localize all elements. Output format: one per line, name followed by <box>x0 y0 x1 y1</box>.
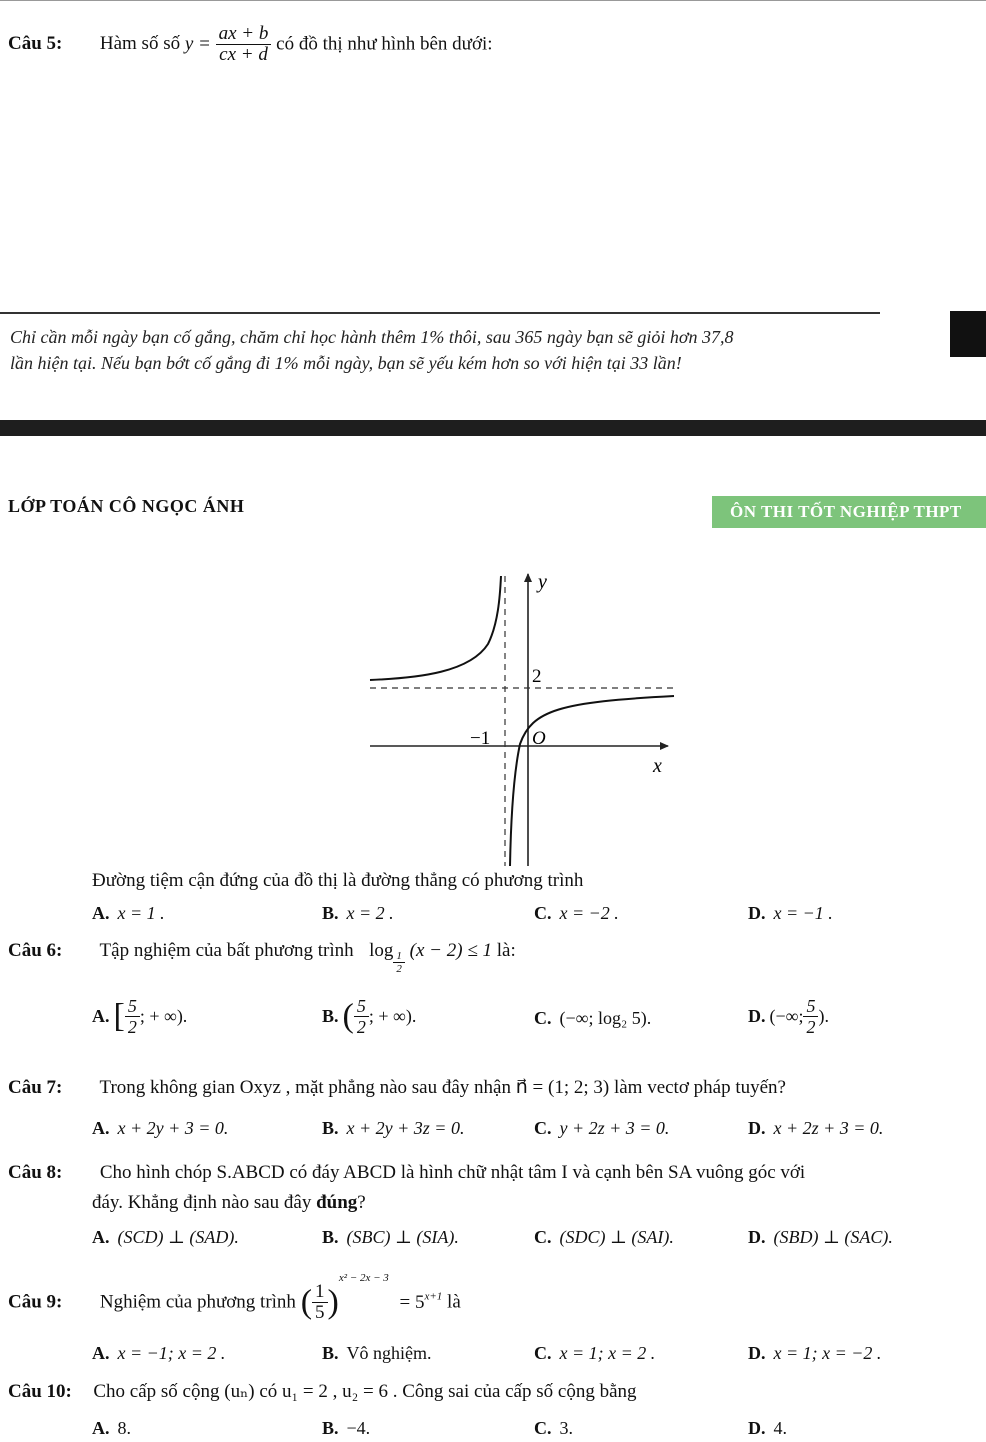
option-text: x + 2z + 3 = 0. <box>773 1118 884 1138</box>
q6-option-b[interactable] <box>322 996 416 1037</box>
option-letter: C. <box>534 1418 552 1438</box>
option-text: x + 2y + 3 = 0. <box>117 1118 229 1138</box>
num: 5 <box>125 996 140 1017</box>
q8-text: Cho hình chóp S.ABCD có đáy ABCD là hình chữ nhật tâm I và cạnh bên SA vuông góc với <box>99 1162 806 1183</box>
h-asymptote-value: 2 <box>532 666 542 687</box>
q6-suffix: là: <box>496 940 516 961</box>
option-text: (−∞; log₂ 5). <box>559 1008 652 1028</box>
q5-denominator: cx + d <box>219 44 268 65</box>
option-text: 8. <box>117 1418 131 1438</box>
header-right: ÔN THI TỐT NGHIỆP THPT <box>712 496 986 528</box>
den: 2 <box>127 1017 137 1037</box>
q10-option-a[interactable] <box>92 1418 131 1439</box>
q9-line <box>8 1272 461 1323</box>
option-letter: C. <box>534 1227 552 1247</box>
option-letter: B. <box>322 1006 339 1026</box>
x-axis-label: x <box>653 755 662 777</box>
q9-option-a[interactable] <box>92 1343 225 1364</box>
option-rest: ). <box>818 1006 829 1026</box>
q9-base <box>312 1282 328 1323</box>
q8-line-2 <box>92 1192 366 1214</box>
q10-option-d[interactable] <box>748 1418 787 1439</box>
q7-option-d[interactable] <box>748 1118 883 1139</box>
q9-option-d[interactable] <box>748 1343 881 1364</box>
option-letter: C. <box>534 1343 552 1363</box>
q7-option-a[interactable] <box>92 1118 228 1139</box>
q5-option-a[interactable] <box>92 903 165 924</box>
q7-label: Câu 7: <box>8 1077 63 1098</box>
option-letter: C. <box>534 1008 552 1028</box>
num: 5 <box>354 996 369 1017</box>
option-text: x = −2 . <box>559 903 619 923</box>
q10-option-b[interactable] <box>322 1418 370 1439</box>
option-text: x + 2y + 3z = 0. <box>346 1118 465 1138</box>
option-text: Vô nghiệm. <box>346 1343 432 1363</box>
option-text: (SDC) ⊥ (SAI). <box>559 1227 674 1247</box>
option-letter: D. <box>748 903 766 923</box>
q5-lhs: y = <box>184 33 211 55</box>
quote-rule <box>0 312 880 314</box>
option-rest: ; + ∞). <box>139 1006 188 1026</box>
den: 2 <box>806 1017 816 1037</box>
q5-option-c[interactable] <box>534 903 619 924</box>
option-text: x = −1; x = 2 . <box>117 1343 226 1363</box>
option-letter: D. <box>748 1118 766 1138</box>
base-den: 2 <box>396 963 402 975</box>
frac <box>125 996 140 1037</box>
q6-option-d[interactable] <box>748 996 829 1037</box>
curve-right-branch <box>510 696 674 866</box>
q8-option-b[interactable] <box>322 1227 459 1248</box>
q10-label: Câu 10: <box>8 1381 72 1402</box>
q8-option-a[interactable] <box>92 1227 239 1248</box>
q5-numerator: ax + b <box>216 24 272 45</box>
curve-left-branch <box>370 576 501 680</box>
q9-exponent: x² − 2x − 3 <box>338 1272 389 1284</box>
q5-suffix: có đồ thị như hình bên dưới: <box>276 33 493 55</box>
option-text: 3. <box>559 1418 573 1438</box>
q6-log: log <box>369 940 394 961</box>
q8-option-c[interactable] <box>534 1227 674 1248</box>
page-separator-band <box>0 420 986 436</box>
option-text: x = 2 . <box>346 903 394 923</box>
header-left: LỚP TOÁN CÔ NGỌC ÁNH <box>8 496 245 516</box>
q9-option-c[interactable] <box>534 1343 655 1364</box>
option-text: 4. <box>773 1418 787 1438</box>
q9-option-b[interactable] <box>322 1343 432 1364</box>
q6-log-base <box>393 950 405 975</box>
option-letter: D. <box>748 1006 766 1026</box>
q6-arg: (x − 2) ≤ 1 <box>409 940 493 961</box>
option-letter: B. <box>322 1418 339 1438</box>
q8-text-2: đáy. Khẳng định nào sau đây <box>92 1192 312 1213</box>
v-asymptote-value: −1 <box>470 728 491 749</box>
q10-line <box>8 1380 637 1403</box>
option-letter: A. <box>92 1343 110 1363</box>
q5-line <box>8 24 493 65</box>
option-letter: A. <box>92 1118 110 1138</box>
q9-rhs-exponent: x+1 <box>424 1290 443 1303</box>
q9-rhs: = 5 <box>399 1291 425 1313</box>
option-letter: A. <box>92 903 110 923</box>
quote-line-2: lần hiện tại. Nếu bạn bớt cố gắng đi 1% mỗi ngày, bạn sẽ yếu kém hơn so với hiện tại 33 lần! <box>10 353 682 373</box>
q7-option-b[interactable] <box>322 1118 464 1139</box>
option-text: (SBC) ⊥ (SIA). <box>346 1227 459 1247</box>
page-edge-marker <box>950 311 986 357</box>
q5b-text: Đường tiệm cận đứng của đồ thị là đường thẳng có phương trình <box>92 870 584 891</box>
q5-fraction <box>216 24 272 65</box>
option-letter: C. <box>534 1118 552 1138</box>
q5-option-b[interactable] <box>322 903 394 924</box>
origin-label: O <box>532 728 546 749</box>
bracket: ( <box>342 997 354 1035</box>
top-border <box>0 0 986 1</box>
q10-option-c[interactable] <box>534 1418 573 1439</box>
q6-text: Tập nghiệm của bất phương trình <box>99 940 354 961</box>
den: 5 <box>315 1302 325 1324</box>
q9-label: Câu 9: <box>8 1291 63 1313</box>
frac <box>354 996 369 1037</box>
q9-text: Nghiệm của phương trình <box>99 1291 296 1313</box>
q8-line-1 <box>8 1162 805 1184</box>
option-text: (SBD) ⊥ (SAC). <box>773 1227 893 1247</box>
option-letter: A. <box>92 1227 110 1247</box>
option-rest: ; + ∞). <box>368 1006 417 1026</box>
option-letter: A. <box>92 1418 110 1438</box>
option-letter: D. <box>748 1227 766 1247</box>
option-text: y + 2z + 3 = 0. <box>559 1118 670 1138</box>
function-graph <box>360 562 700 867</box>
q6-label: Câu 6: <box>8 940 63 961</box>
q9-suffix: là <box>447 1291 461 1313</box>
option-letter: B. <box>322 1118 339 1138</box>
option-text: x = 1; x = 2 . <box>559 1343 656 1363</box>
den: 2 <box>356 1017 366 1037</box>
option-letter: D. <box>748 1418 766 1438</box>
q6-line <box>8 940 516 975</box>
q8-emphasis: đúng <box>316 1192 358 1213</box>
paren-open: ( <box>300 1283 313 1321</box>
q6-option-c[interactable] <box>534 1008 651 1029</box>
q8-qmark: ? <box>357 1192 366 1213</box>
option-text: x = 1 . <box>117 903 165 923</box>
option-letter: C. <box>534 903 552 923</box>
option-rest: (−∞; <box>769 1006 804 1026</box>
q7-option-c[interactable] <box>534 1118 669 1139</box>
option-text: x = −1 . <box>773 903 833 923</box>
option-letter: D. <box>748 1343 766 1363</box>
option-text: −4. <box>346 1418 371 1438</box>
option-letter: A. <box>92 1006 110 1026</box>
option-letter: B. <box>322 1227 339 1247</box>
q8-option-d[interactable] <box>748 1227 893 1248</box>
option-text: x = 1; x = −2 . <box>773 1343 882 1363</box>
num: 1 <box>312 1282 328 1303</box>
option-letter: B. <box>322 1343 339 1363</box>
q8-label: Câu 8: <box>8 1162 63 1183</box>
num: 5 <box>803 996 818 1017</box>
y-axis-label: y <box>538 571 547 593</box>
base-num: 1 <box>393 950 405 963</box>
quote-line-1: Chỉ cần mỗi ngày bạn cố gắng, chăm chỉ học hành thêm 1% thôi, sau 365 ngày bạn sẽ giỏi hơn 37,8 <box>10 327 734 347</box>
option-text: (SCD) ⊥ (SAD). <box>117 1227 239 1247</box>
q7-line <box>8 1076 786 1099</box>
q5-text: Hàm số số <box>99 32 181 54</box>
bracket: [ <box>113 997 125 1035</box>
paren-close: ) <box>327 1283 339 1321</box>
option-letter: B. <box>322 903 339 923</box>
q7-text: Trong không gian Oxyz , mặt phẳng nào sau đây nhận n⃗ = (1; 2; 3) làm vectơ pháp tuyến? <box>99 1077 786 1098</box>
q5-label: Câu 5: <box>8 32 63 54</box>
frac <box>803 996 818 1037</box>
q6-option-a[interactable] <box>92 996 187 1037</box>
q5-option-d[interactable] <box>748 903 833 924</box>
q10-text: Cho cấp số cộng (uₙ) có u₁ = 2 , u₂ = 6 . Công sai của cấp số cộng bằng <box>93 1381 637 1402</box>
